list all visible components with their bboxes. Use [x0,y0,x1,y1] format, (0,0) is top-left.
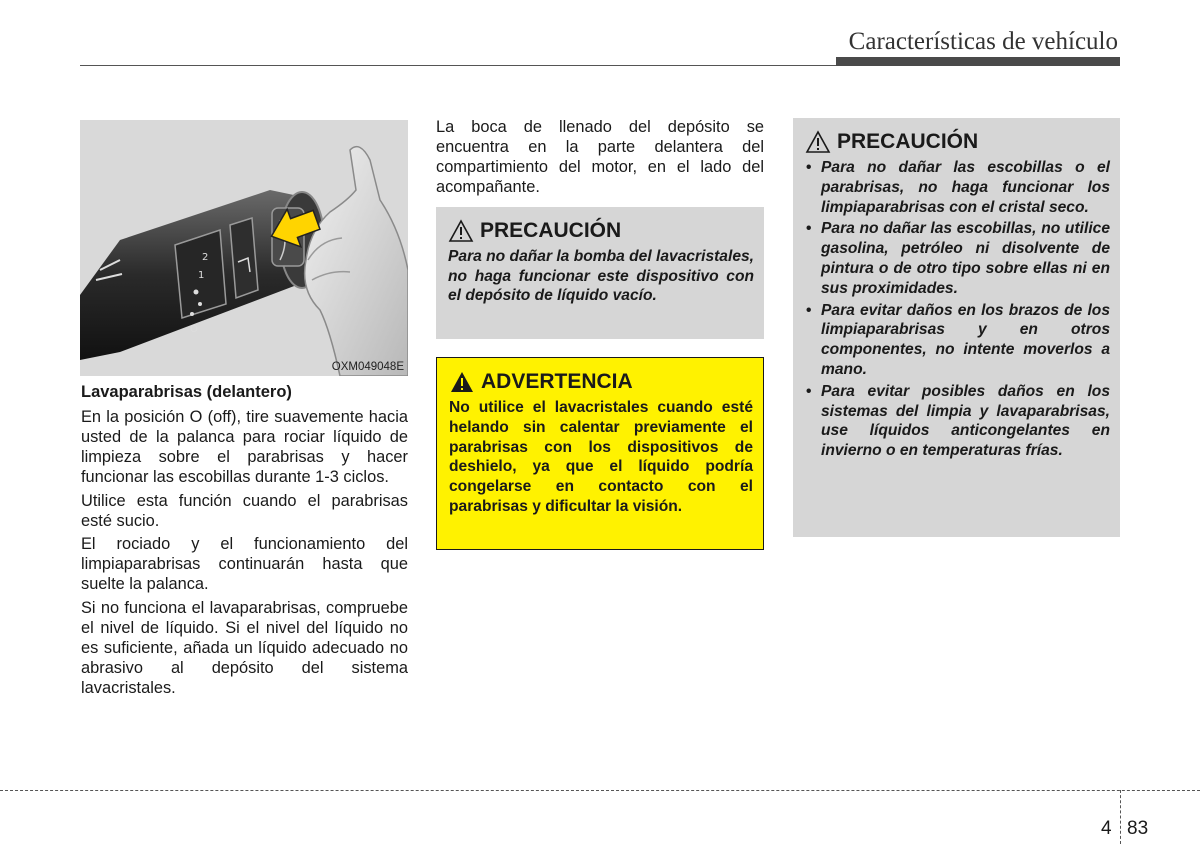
header-rule [80,65,840,66]
page-number: 83 [1127,818,1149,839]
caution-triangle-icon [805,130,831,154]
paragraph: Utilice esta función cuando el parabrisas esté sucio. [81,491,408,530]
warning-heading [449,370,753,394]
caution-triangle-icon [448,219,474,243]
caution-heading [805,130,1110,154]
caution-text: Para no dañar la bomba del lavacristales, no haga funcionar este dispositivo con el depósito de líquido vacío. [448,248,754,305]
svg-text:O: O [190,324,198,335]
svg-text:1: 1 [198,270,205,281]
list-item: • Para evitar daños en los brazos de los limpiaparabrisas y en otros componentes, no intente moverlos a mano. [805,301,1110,380]
warning-box [436,357,764,550]
page-header-title: Características de vehículo [848,28,1118,55]
figure-code: OXM049048E [331,361,404,373]
wiper-stalk-figure [80,120,408,376]
list-item: • Para evitar posibles daños en los sistemas del limpia y lavaparabrisas, use líquidos anticongelantes en invierno o en temperaturas frías. [805,382,1110,461]
reservoir-intro-text: La boca de llenado del depósito se encuentra en la parte delantera del compartimiento del motor, en el lado del acompañante. [436,118,764,196]
paragraph: Si no funciona el lavaparabrisas, compruebe el nivel de líquido. Si el nivel del líquido no es suficiente, añada un líquido adecuado no abrasivo al depósito del sistema lavacristales. [81,599,408,697]
paragraph: En la posición O (off), tire suavemente hacia usted de la palanca para rociar líquido de limpieza sobre el parabrisas y hacer funcionar las escobillas durante 1-3 ciclos. [81,408,408,486]
warning-title: ADVERTENCIA [481,370,633,393]
footer-rule [0,790,1200,791]
section-heading: Lavaparabrisas (delantero) [81,383,292,401]
footer-divider [1120,790,1121,844]
caution-title: PRECAUCIÓN [480,219,622,242]
caution-heading [448,219,754,243]
section-number: 4 [1101,818,1112,839]
caution-title: PRECAUCIÓN [837,130,979,153]
warning-text: No utilice el lavacristales cuando esté helando sin calentar previamente el parabrisas con los dispositivos de deshielo, ya que el líquido podría congelarse en contacto con el parabrisas y dificultar la visión. [449,399,753,515]
caution-list [805,158,1110,461]
warning-triangle-icon [449,370,475,394]
svg-text:2: 2 [202,252,209,263]
caution-box-wipers [793,118,1120,537]
caution-box-pump [436,207,764,339]
list-item: • Para no dañar las escobillas, no utilice gasolina, petróleo ni disolvente de pintura o de otro tipo sobre ellas ni en sus proximidades. [805,219,1110,298]
paragraph: El rociado y el funcionamiento del limpiaparabrisas continuarán hasta que suelte la palanca. [81,535,408,594]
list-item: • Para no dañar las escobillas o el parabrisas, no haga funcionar los limpiaparabrisas con el cristal seco. [805,158,1110,217]
wiper-stalk-illustration [80,120,408,376]
washer-section [81,383,408,703]
header-rule-bar [836,57,1120,66]
